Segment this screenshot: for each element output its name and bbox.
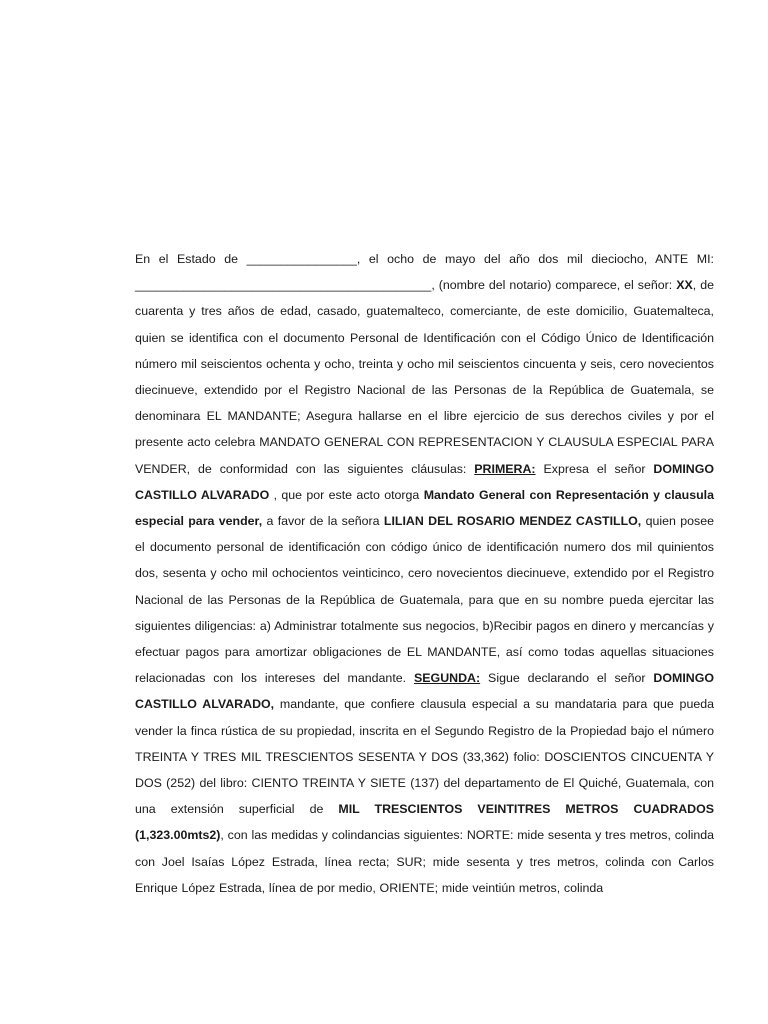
mandate-type: Mandato General con Representación y clausula especial para vender, [135, 487, 714, 529]
clause-primera-text-2: , que por este acto otorga [269, 487, 424, 502]
clause-segunda-text: Sigue declarando el señor [480, 671, 654, 686]
mandante-name-2: DOMINGO CASTILLO ALVARADO, [135, 671, 714, 712]
clause-primera-text: Expresa el señor [535, 461, 654, 476]
clause-segunda-text-3: , con las medidas y colindancias siguientes: NORTE: mide sesenta y tres metros, colinda con Joel Isaías López Estrada, línea recta; SUR; mide sesenta y tres metros, colinda con Carlos Enrique López Estrada, línea de por medio, ORIENTE; mide veintiún metros, colinda [135, 828, 714, 895]
clause-heading-primera: PRIMERA: [474, 461, 536, 476]
clause-primera-text-4: quien posee el documento personal de identificación con código único de identificación numero dos mil quinientos dos, sesenta y ocho mil ochocientos veinticinco, cero novecientos diecinueve, extendido por el Registro Nacional de las Personas de la República de Guatemala, para que en su nombre pueda ejercitar las siguientes diligencias: a) Administrar totalmente sus negocios, b)Recibir pagos en dinero y mercancías y efectuar pagos para amortizar obligaciones de EL MANDANTE, así como todas aquellas situaciones relacionadas con los intereses del mandante. [135, 514, 714, 686]
clause-primera-text-3: a favor de la señora [262, 514, 384, 529]
grantor-placeholder: XX [676, 278, 693, 293]
property-area: MIL TRESCIENTOS VEINTITRES METROS CUADRADOS (1,323.00mts2) [135, 802, 714, 843]
grantor-details-text: , de cuarenta y tres años de edad, casado, guatemalteco, comerciante, de este domicilio, Guatemalteca, quien se identifica con el documento Personal de Identificación con el Código Único de Identificación número mil seiscientos ochenta y ocho, treinta y ocho mil seiscientos cincuenta y seis, cero novecientos diecinueve, extendido por el Registro Nacional de las Personas de la República de Guatemala, se denominara EL MANDANTE; Asegura hallarse en el libre ejercicio de sus derechos civiles y por el presente acto celebra MANDATO GENERAL CON REPRESENTACION Y CLAUSULA ESPECIAL PARA VENDER, de conformidad con las siguientes cláusulas: [135, 278, 715, 476]
intro-text: En el Estado de ________________, el ocho de mayo del año dos mil dieciocho, ANTE MI: ___________________________________________, (nombre del notario) comparece, el señor: [135, 252, 714, 293]
document-body [135, 246, 714, 901]
clause-heading-segunda: SEGUNDA: [414, 671, 481, 686]
mandataria-name: LILIAN DEL ROSARIO MENDEZ CASTILLO, [383, 514, 642, 529]
clause-segunda-text-2: mandante, que confiere clausula especial a su mandataria para que pueda vender la finca rústica de su propiedad, inscrita en el Segundo Registro de la Propiedad bajo el número TREINTA Y TRES MIL TRESCIENTOS SESENTA Y DOS (33,362) folio: DOSCIENTOS CINCUENTA Y DOS (252) del libro: CIENTO TREINTA Y SIETE (137) del departamento de El Quiché, Guatemala, con una extensión superficial de [135, 697, 715, 817]
mandante-name: DOMINGO CASTILLO ALVARADO [135, 461, 714, 502]
